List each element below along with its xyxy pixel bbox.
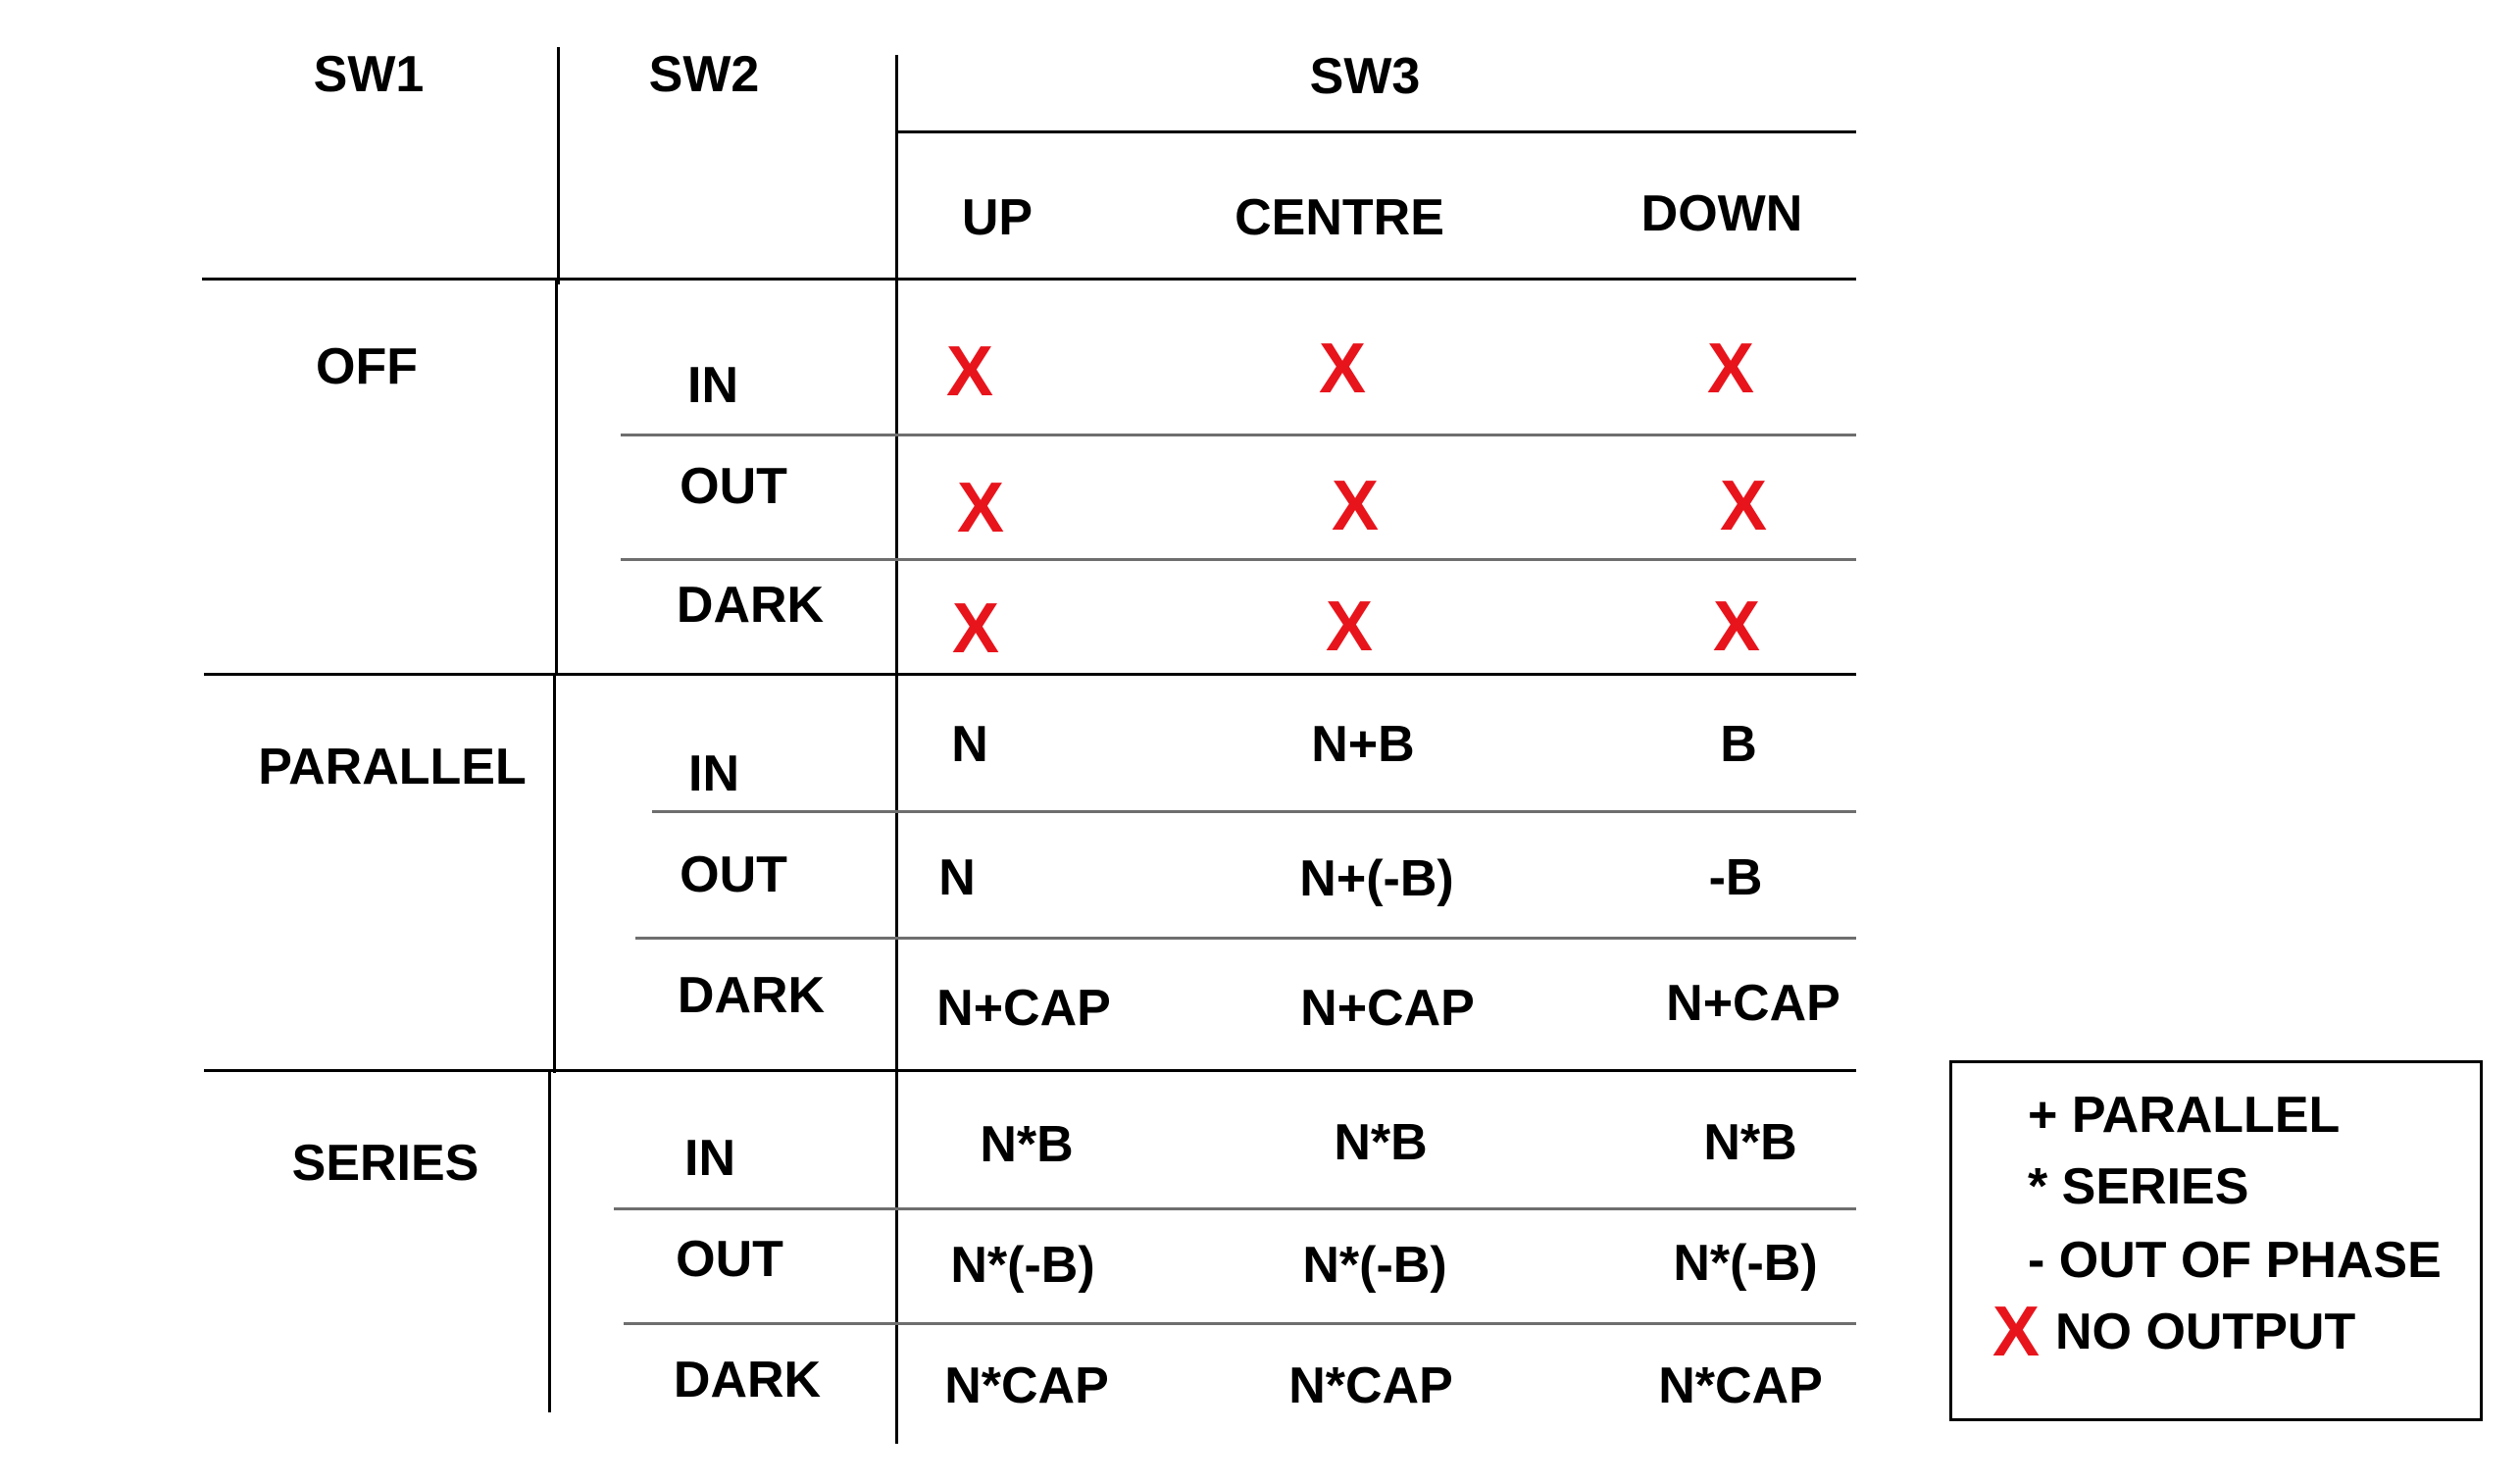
sw2-series-in: IN — [684, 1130, 735, 1187]
cell-series-out-centre: N*(-B) — [1302, 1237, 1447, 1294]
cell-series-in-centre: N*B — [1334, 1114, 1428, 1171]
legend-out-of-phase: - OUT OF PHASE — [2028, 1232, 2442, 1289]
rule-sw3-header — [895, 130, 1856, 133]
cell-parallel-out-centre: N+(-B) — [1299, 850, 1454, 907]
sw2-parallel-out: OUT — [680, 846, 787, 903]
legend-no-output: NO OUTPUT — [2055, 1304, 2356, 1360]
cell-parallel-dark-up: N+CAP — [936, 980, 1111, 1037]
sw1-mode-parallel: PARALLEL — [258, 739, 527, 795]
legend-series: * SERIES — [2028, 1158, 2249, 1215]
header-sw3-up: UP — [961, 189, 1033, 246]
sw2-series-out: OUT — [676, 1231, 783, 1288]
sw1-mode-off: OFF — [316, 338, 418, 395]
rule-off-row2 — [621, 558, 1856, 561]
sw2-off-in: IN — [687, 357, 738, 414]
divider-sw1-sw2-off — [555, 281, 558, 675]
no-output-icon: X — [1719, 467, 1768, 545]
rule-series-row2 — [624, 1322, 1856, 1325]
header-sw2: SW2 — [648, 46, 760, 103]
divider-sw1-sw2-parallel — [553, 673, 556, 1073]
cell-parallel-out-down: -B — [1708, 849, 1763, 906]
no-output-icon: X — [1706, 330, 1755, 408]
cell-parallel-dark-down: N+CAP — [1666, 975, 1840, 1032]
cell-parallel-in-up: N — [951, 716, 988, 773]
rule-parallel-bottom — [204, 1069, 1856, 1072]
cell-series-out-down: N*(-B) — [1673, 1235, 1818, 1292]
cell-series-dark-centre: N*CAP — [1288, 1357, 1453, 1414]
cell-series-in-down: N*B — [1703, 1114, 1797, 1171]
cell-parallel-in-down: B — [1720, 716, 1757, 773]
cell-series-out-up: N*(-B) — [950, 1237, 1095, 1294]
rule-series-row1 — [614, 1207, 1856, 1210]
rule-parallel-row2 — [635, 937, 1856, 940]
divider-sw2-sw3 — [895, 55, 898, 1444]
rule-off-row1 — [621, 434, 1856, 436]
sw2-series-dark: DARK — [673, 1352, 822, 1408]
sw1-mode-series: SERIES — [291, 1135, 479, 1192]
no-output-icon: X — [951, 589, 1000, 668]
no-output-icon: X — [1318, 330, 1367, 408]
divider-sw1-sw2 — [557, 47, 560, 284]
no-output-icon: X — [1331, 467, 1380, 545]
header-sw3-down: DOWN — [1640, 185, 1803, 242]
sw2-parallel-in: IN — [688, 745, 739, 802]
cell-parallel-out-up: N — [938, 849, 976, 906]
no-output-icon: X — [956, 469, 1005, 547]
no-output-icon: X — [1325, 588, 1374, 666]
rule-parallel-row1 — [652, 810, 1856, 813]
cell-parallel-dark-centre: N+CAP — [1300, 980, 1475, 1037]
divider-sw1-sw2-series — [548, 1071, 551, 1412]
header-sw1: SW1 — [313, 46, 425, 103]
cell-series-in-up: N*B — [980, 1116, 1074, 1173]
no-output-legend-icon: X — [1991, 1293, 2041, 1371]
no-output-icon: X — [1712, 588, 1761, 666]
header-sw3: SW3 — [1309, 48, 1421, 105]
sw2-off-out: OUT — [680, 458, 787, 515]
rule-header-bottom — [202, 278, 1856, 281]
cell-series-dark-down: N*CAP — [1658, 1357, 1823, 1414]
sw2-off-dark: DARK — [676, 577, 825, 634]
rule-off-bottom — [204, 673, 1856, 676]
cell-parallel-in-centre: N+B — [1311, 716, 1415, 773]
no-output-icon: X — [945, 332, 994, 411]
legend-parallel: + PARALLEL — [2028, 1087, 2341, 1144]
header-sw3-centre: CENTRE — [1235, 189, 1444, 246]
sw2-parallel-dark: DARK — [677, 967, 826, 1024]
cell-series-dark-up: N*CAP — [944, 1357, 1109, 1414]
